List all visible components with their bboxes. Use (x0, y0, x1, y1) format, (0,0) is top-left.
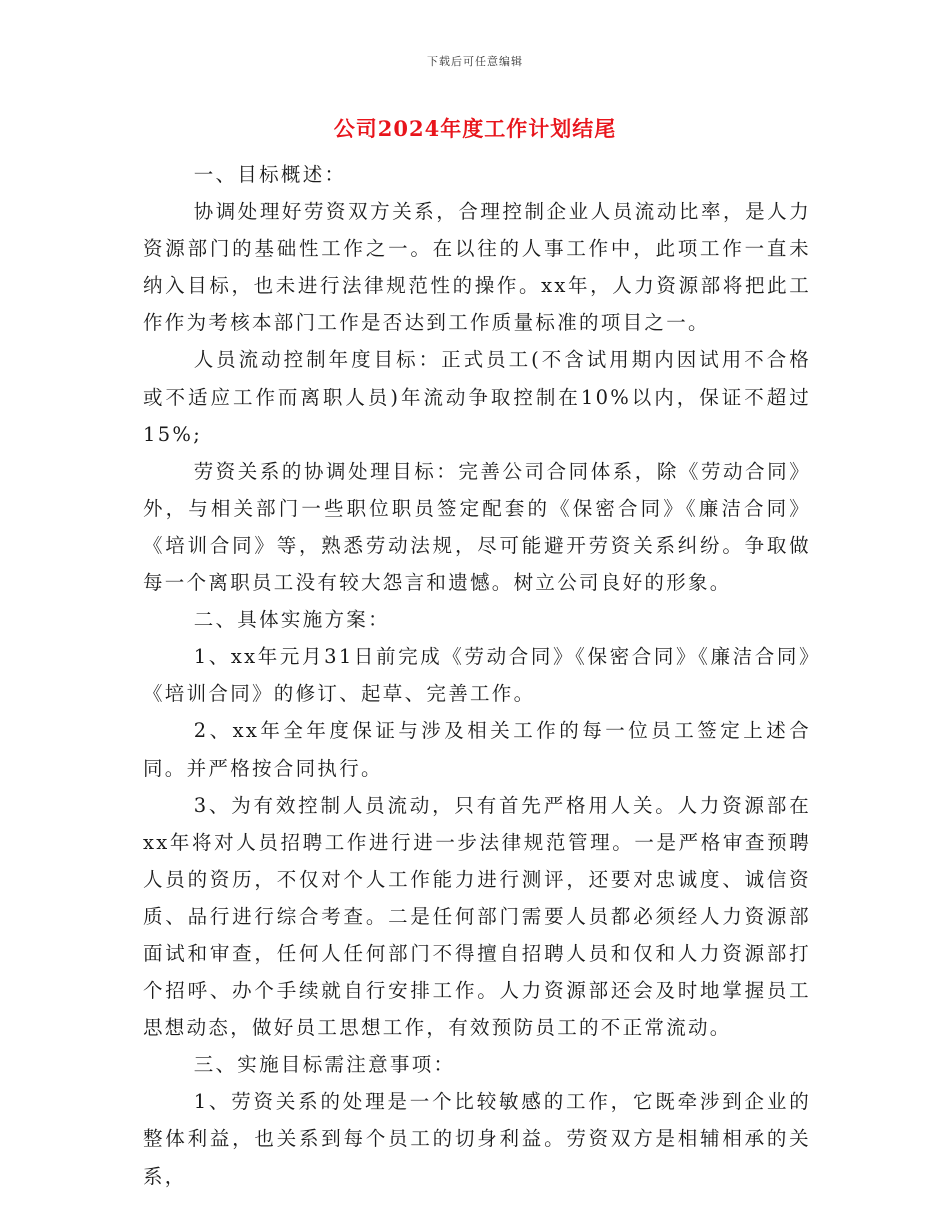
paragraph: 1、劳资关系的处理是一个比较敏感的工作，它既牵涉到企业的整体利益，也关系到每个员工的切身利益。劳资双方是相辅相承的关系， (143, 1090, 811, 1188)
header-note: 下载后可任意编辑 (427, 55, 523, 68)
document-body (143, 156, 811, 1195)
paragraph: 协调处理好劳资双方关系，合理控制企业人员流动比率，是人力资源部门的基础性工作之一。在以往的人事工作中，此项工作一直未纳入目标，也未进行法律规范性的操作。xx年，人力资源部将把此工作作为考核本部门工作是否达到工作质量标准的项目之一。 (143, 200, 811, 335)
paragraph: 2、xx年全年度保证与涉及相关工作的每一位员工签定上述合同。并严格按合同执行。 (143, 719, 811, 780)
section-heading-implementation: 二、具体实施方案： (193, 608, 390, 632)
section-heading-notes: 三、实施目标需注意事项： (193, 1053, 456, 1077)
section-heading-objectives: 一、目标概述： (193, 163, 347, 186)
paragraph: 3、为有效控制人员流动，只有首先严格用人关。人力资源部在xx年将对人员招聘工作进行进一步法律规范管理。一是严格审查预聘人员的资历，不仅对个人工作能力进行测评，还要对忠诚度、诚信资质、品行进行综合考查。二是任何部门需要人员都必须经人力资源部面试和审查，任何人任何部门不得擅自招聘人员和仅和人力资源部打个招呼、办个手续就自行安排工作。人力资源部还会及时地掌握员工思想动态，做好员工思想工作，有效预防员工的不正常流动。 (143, 793, 811, 1040)
paragraph: 人员流动控制年度目标：正式员工(不含试用期内因试用不合格或不适应工作而离职人员)年流动争取控制在10%以内，保证不超过15%; (143, 348, 811, 446)
paragraph: 劳资关系的协调处理目标：完善公司合同体系，除《劳动合同》外，与相关部门一些职位职员签定配套的《保密合同》《廉洁合同》《培训合同》等，熟悉劳动法规，尽可能避开劳资关系纠纷。争取做每一个离职员工没有较大怨言和遗憾。树立公司良好的形象。 (143, 459, 811, 595)
paragraph: 1、xx年元月31日前完成《劳动合同》《保密合同》《廉洁合同》《培训合同》的修订、起草、完善工作。 (143, 645, 811, 706)
document-title: 公司2024年度工作计划结尾 (333, 116, 617, 141)
